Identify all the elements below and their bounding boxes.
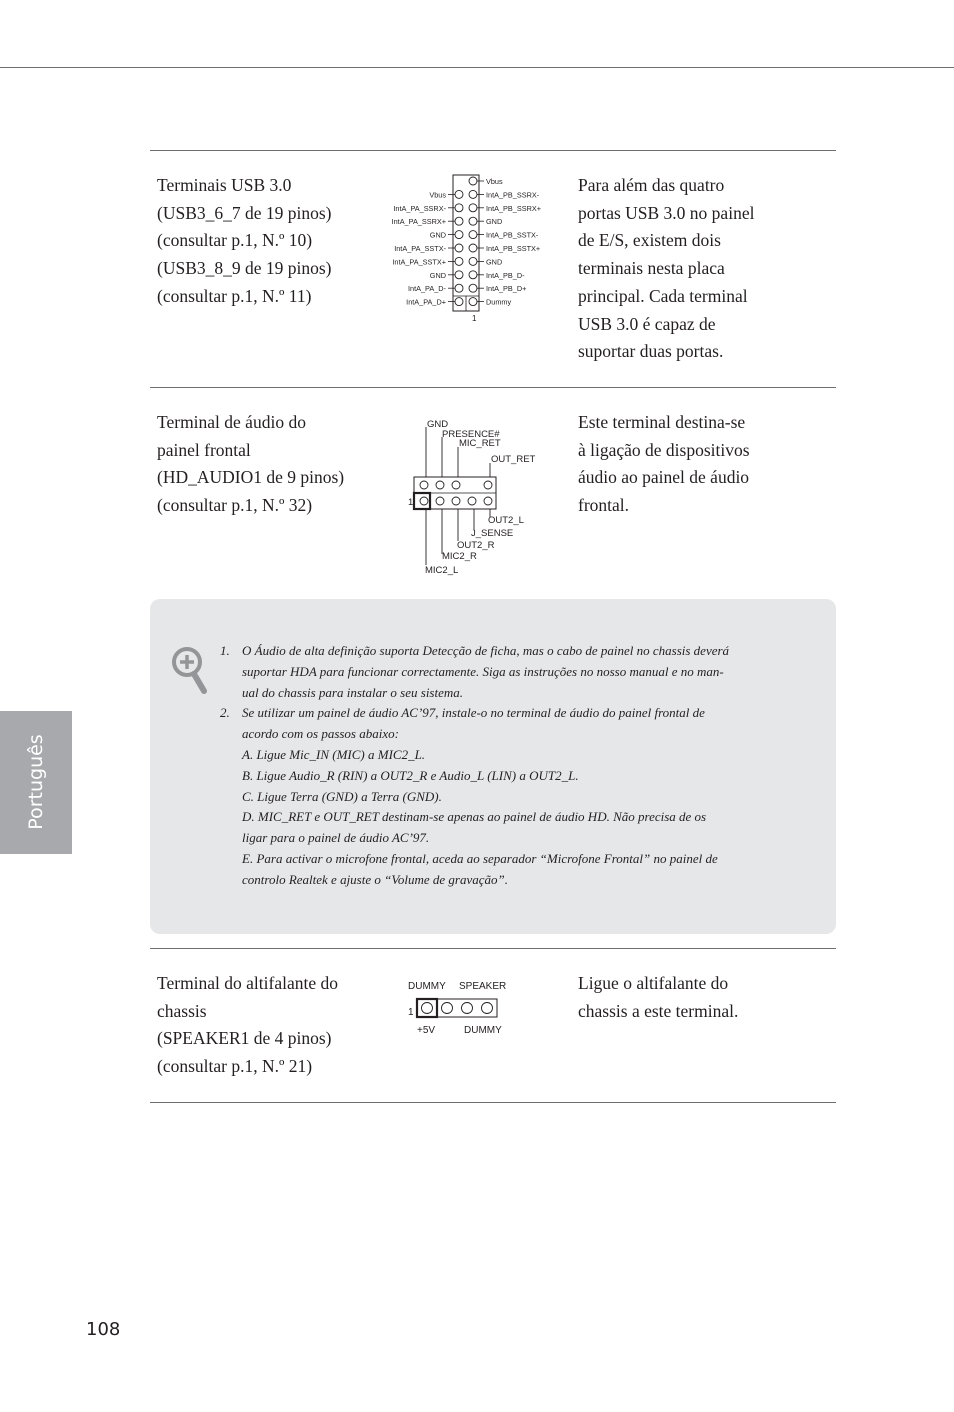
label-dummy-bottom: DUMMY xyxy=(464,1025,502,1036)
language-label: Português xyxy=(25,734,47,830)
usb-pin xyxy=(469,257,477,265)
note-line xyxy=(220,641,780,662)
speaker-header-diagram xyxy=(400,975,530,1037)
text-line: à ligação de dispositivos xyxy=(578,439,750,460)
page-number: 108 xyxy=(86,1319,121,1340)
note-text-line: O Áudio de alta definição suporta Detecção de ficha, mas o cabo de painel no chassis deverá xyxy=(242,643,730,658)
note-line: B. Ligue Audio_R (RIN) a OUT2_R e Audio_L (LIN) a OUT2_L. xyxy=(242,767,579,783)
text-line: (consultar p.1, N.º 32) xyxy=(157,495,313,516)
usb-pin xyxy=(469,244,477,252)
note-number: 2. xyxy=(220,705,230,721)
note-line: ual do chassis para instalar o seu sistema. xyxy=(242,684,464,700)
pin1-label: 1 xyxy=(408,1007,414,1018)
text-line: (USB3_8_9 de 19 pinos) xyxy=(157,258,332,279)
usb-pin-label-left: IntA_PA_D+ xyxy=(406,297,446,307)
text-line: chassis xyxy=(157,1000,207,1021)
language-tab xyxy=(0,711,72,854)
note-line: suportar HDA para funcionar correctamente. Siga as instruções no nosso manual e no man- xyxy=(242,663,724,679)
usb-pin xyxy=(469,271,477,279)
note-number: 1. xyxy=(220,643,230,658)
usb-pin-label-left: IntA_PA_SSTX- xyxy=(394,244,446,253)
usb-pin-label-left: IntA_PA_SSRX- xyxy=(393,203,446,213)
usb-pin xyxy=(469,298,477,306)
usb-pin xyxy=(455,244,463,252)
text-line: portas USB 3.0 no painel xyxy=(578,202,755,223)
text-line: suportar duas portas. xyxy=(578,341,724,362)
label-mic2-l: MIC2_L xyxy=(425,565,459,576)
usb-pin-label-right: Vbus xyxy=(486,177,503,186)
section-divider xyxy=(150,150,836,151)
usb-pin xyxy=(469,204,477,212)
usb-description xyxy=(157,172,372,311)
text-line: (SPEAKER1 de 4 pinos) xyxy=(157,1028,332,1049)
text-line: terminais nesta placa xyxy=(578,258,725,279)
note-line: A. Ligue Mic_IN (MIC) a MIC2_L. xyxy=(242,746,426,762)
section-divider xyxy=(150,948,836,949)
usb-pin-label-left: IntA_PA_D- xyxy=(408,284,446,294)
usb-pin-label-right: IntA_PB_SSRX+ xyxy=(486,203,541,213)
usb-pin-label-right: GND xyxy=(486,217,503,227)
usb-pin-label-right: IntA_PB_D- xyxy=(486,270,525,280)
text-line: (HD_AUDIO1 de 9 pinos) xyxy=(157,467,345,488)
label-out-ret: OUT_RET xyxy=(491,454,536,465)
usb-pin xyxy=(469,177,477,185)
label-out2-l: OUT2_L xyxy=(488,515,524,526)
usb-pin xyxy=(469,284,477,292)
usb-pin-label-left: Vbus xyxy=(429,190,446,200)
usb-pin xyxy=(455,298,463,306)
note-line: ligar para o painel de áudio AC’97. xyxy=(242,830,430,846)
audio-header-diagram xyxy=(400,415,550,580)
usb-explanation xyxy=(578,172,778,366)
label-dummy-top: DUMMY xyxy=(408,981,446,992)
text-line: (consultar p.1, N.º 10) xyxy=(157,230,313,251)
note-line: acordo com os passos abaixo: xyxy=(242,726,399,742)
note-line: E. Para activar o microfone frontal, aceda ao separador “Microfone Frontal” no painel de xyxy=(242,850,718,866)
usb-pin xyxy=(455,257,463,265)
usb-pin xyxy=(455,190,463,198)
speaker-description xyxy=(157,970,387,1081)
magnifier-icon xyxy=(170,645,210,695)
text-line: USB 3.0 é capaz de xyxy=(578,313,716,334)
top-rule xyxy=(0,67,954,68)
speaker-explanation xyxy=(578,970,778,1025)
label-speaker: SPEAKER xyxy=(459,981,507,992)
text-line: principal. Cada terminal xyxy=(578,285,748,306)
note-text-line: Se utilizar um painel de áudio AC’97, instale-o no terminal de áudio do painel frontal de xyxy=(242,705,705,721)
usb-pin xyxy=(455,284,463,292)
usb-pin xyxy=(469,231,477,239)
audio-explanation xyxy=(578,409,778,520)
label-out2-r: OUT2_R xyxy=(457,540,495,551)
text-line: Ligue o altifalante do xyxy=(578,973,729,993)
text-line: (USB3_6_7 de 19 pinos) xyxy=(157,202,332,223)
usb-pin-label-right: IntA_PB_SSRX- xyxy=(486,190,540,200)
usb-pin-label-right: IntA_PB_SSTX+ xyxy=(486,244,541,253)
usb-header-diagram xyxy=(380,170,560,325)
usb-pin-label-right: IntA_PB_D+ xyxy=(486,284,527,294)
usb-pin-label-left: GND xyxy=(429,230,446,240)
note-text xyxy=(220,641,780,891)
label-mic-ret: MIC_RET xyxy=(459,438,501,449)
label-mic2-r: MIC2_R xyxy=(442,551,477,562)
note-line xyxy=(220,703,780,724)
usb-pin-label-right: GND xyxy=(486,257,503,267)
usb-pin-label-left: GND xyxy=(429,270,446,280)
text-line: de E/S, existem dois xyxy=(578,230,721,251)
text-line: Terminal do altifalante do xyxy=(157,973,338,993)
usb-pin xyxy=(469,190,477,198)
text-line: frontal. xyxy=(578,495,630,516)
usb-pin-label-right: Dummy xyxy=(486,297,512,307)
pin1-label: 1 xyxy=(408,497,414,508)
text-line: (consultar p.1, N.º 21) xyxy=(157,1056,313,1077)
audio-description xyxy=(157,409,372,520)
text-line: painel frontal xyxy=(157,439,251,460)
text-line: Este terminal destina-se xyxy=(578,412,746,432)
text-line: Terminal de áudio do xyxy=(157,412,306,432)
section-divider xyxy=(150,387,836,388)
label-plus5v: +5V xyxy=(417,1025,436,1036)
usb-pin xyxy=(455,271,463,279)
text-line: Para além das quatro xyxy=(578,175,725,195)
usb-pin-label-left: IntA_PA_SSTX+ xyxy=(392,257,446,267)
label-j-sense: J_SENSE xyxy=(471,528,514,539)
usb-pin-group xyxy=(392,177,541,307)
usb-pin-label-right: IntA_PB_SSTX- xyxy=(486,230,539,240)
label-presence: PRESENCE# xyxy=(442,429,500,440)
usb-pin xyxy=(469,217,477,225)
note-line: D. MIC_RET e OUT_RET destinam-se apenas ao painel de áudio HD. Não precisa de os xyxy=(242,809,707,825)
section-divider xyxy=(150,1102,836,1103)
text-line: (consultar p.1, N.º 11) xyxy=(157,285,312,306)
usb-pin xyxy=(455,204,463,212)
text-line: áudio ao painel de áudio xyxy=(578,467,750,488)
label-gnd: GND xyxy=(427,419,449,430)
text-line: Terminais USB 3.0 xyxy=(157,175,292,195)
usb-pin-label-left: IntA_PA_SSRX+ xyxy=(391,217,446,227)
usb-pin xyxy=(455,231,463,239)
note-line: controlo Realtek e ajuste o “Volume de gravação”. xyxy=(242,871,508,887)
note-line: C. Ligue Terra (GND) a Terra (GND). xyxy=(242,788,442,804)
text-line: chassis a este terminal. xyxy=(578,1000,739,1021)
usb-pin xyxy=(455,217,463,225)
pin1-label: 1 xyxy=(472,314,477,323)
